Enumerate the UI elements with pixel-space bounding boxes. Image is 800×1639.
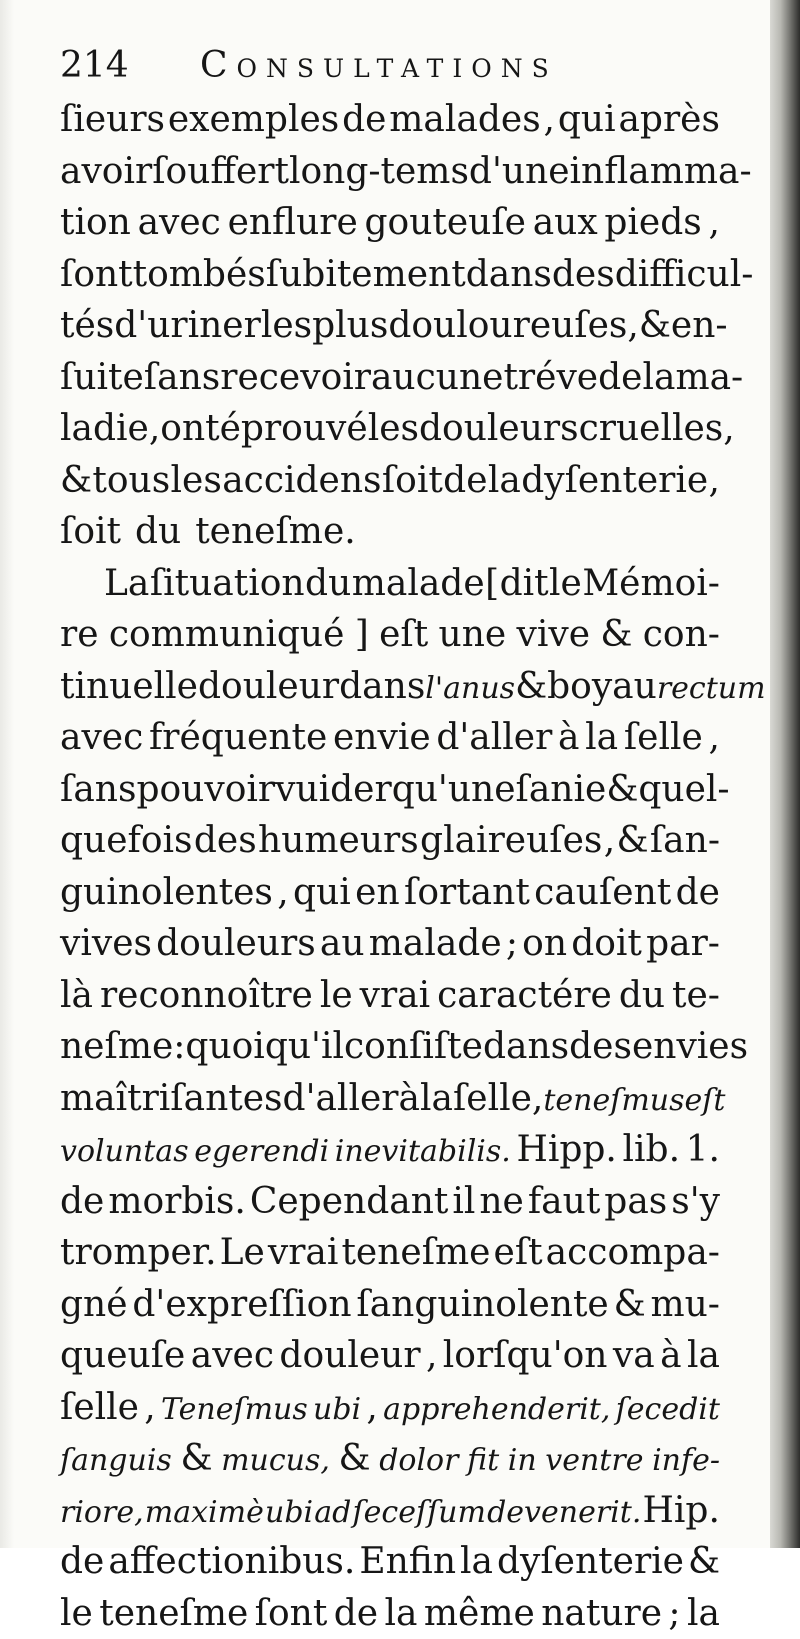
word: enflure	[228, 197, 358, 249]
word: &	[616, 815, 648, 867]
word: le	[549, 558, 582, 610]
word: communiqué	[109, 609, 345, 661]
word: mucus,	[221, 1435, 330, 1487]
word: pieds	[604, 197, 701, 249]
word: reconnoître	[100, 970, 313, 1022]
word: ;	[668, 1588, 680, 1639]
word: une	[439, 609, 507, 661]
word: douleur	[279, 1330, 420, 1382]
word: ont	[160, 403, 219, 455]
text-line	[60, 94, 720, 146]
word: teneſme.	[195, 506, 355, 558]
word: &	[688, 1536, 720, 1588]
page-left-margin	[0, 0, 14, 1548]
text-line	[60, 506, 720, 558]
word: tombés	[133, 249, 266, 301]
word: queuſe	[60, 1330, 185, 1382]
word: neſme	[60, 1021, 173, 1073]
word: ſan-	[650, 815, 720, 867]
word: exemples	[168, 94, 339, 146]
text-line	[60, 661, 720, 713]
word: de	[334, 1588, 378, 1639]
word: de	[60, 1176, 104, 1228]
word: ,	[723, 403, 734, 455]
word: des	[552, 249, 615, 301]
word: des	[569, 1021, 632, 1073]
word: ,	[709, 455, 720, 507]
text-line	[60, 1073, 720, 1125]
page-number: 214	[60, 38, 200, 94]
word: les	[171, 455, 222, 507]
word: avec	[60, 712, 143, 764]
word: ,	[277, 867, 288, 919]
running-head	[60, 38, 720, 94]
word: la	[687, 1330, 720, 1382]
word: mu-	[650, 1279, 720, 1331]
word: du	[135, 506, 181, 558]
word: infe-	[652, 1435, 720, 1487]
word: ad	[314, 1487, 351, 1539]
text-line	[60, 815, 720, 867]
word: fit	[467, 1435, 499, 1487]
word: &	[60, 455, 92, 507]
word: re	[60, 609, 99, 661]
text-line	[60, 1485, 720, 1537]
word: dyſenterie	[521, 455, 708, 507]
text-line	[60, 249, 720, 301]
word: gné	[60, 1279, 128, 1331]
word: dolor	[379, 1435, 458, 1487]
word: ſont	[60, 249, 133, 301]
word: &	[180, 1433, 212, 1485]
word: teneſme	[341, 1227, 490, 1279]
word: dit	[500, 558, 549, 610]
word: douleur	[198, 661, 339, 713]
word: ſanie	[516, 764, 607, 816]
word: ;	[506, 918, 518, 970]
word: long-tems	[289, 146, 469, 198]
word: tés	[60, 300, 114, 352]
word: ſieurs	[60, 94, 165, 146]
word: à	[398, 1073, 419, 1125]
word: [	[485, 558, 499, 610]
word: ſelle	[624, 712, 703, 764]
word: maximè	[145, 1487, 264, 1539]
word: Le	[220, 1227, 265, 1279]
word: avec	[191, 1330, 274, 1382]
word: quoiqu'il	[185, 1021, 344, 1073]
word: la	[642, 352, 675, 404]
word: pas	[604, 1176, 667, 1228]
word: l'anus	[425, 663, 515, 715]
text-line	[60, 867, 720, 919]
word: la	[687, 1588, 720, 1639]
word: tréve	[503, 352, 598, 404]
word: ,	[366, 1382, 377, 1434]
text-line	[60, 1330, 720, 1382]
word: glaireuſes	[420, 815, 602, 867]
word: de	[443, 455, 487, 507]
word: &	[606, 764, 638, 816]
word: voluntas	[60, 1126, 189, 1178]
word: ſuite	[60, 352, 144, 404]
word: de	[60, 1536, 104, 1588]
word: devenerit.	[487, 1487, 641, 1539]
word: tromper.	[60, 1227, 217, 1279]
word: en	[355, 867, 400, 919]
word: vive	[517, 609, 591, 661]
word: la	[385, 1588, 418, 1639]
word: de	[676, 867, 720, 919]
word: ,	[544, 94, 555, 146]
word: les	[368, 403, 419, 455]
word: ſoit	[382, 455, 443, 507]
word: inevitabilis.	[335, 1126, 511, 1178]
scanner-edge	[770, 0, 800, 1548]
word: ubi	[313, 1384, 361, 1436]
text-line	[60, 1536, 720, 1588]
word: cauſent	[534, 867, 671, 919]
word: &	[639, 300, 671, 352]
word: conſiſte	[344, 1021, 483, 1073]
word: à	[660, 1330, 681, 1382]
text-line	[60, 403, 720, 455]
word: gouteuſe	[364, 197, 526, 249]
word: dans	[483, 1021, 569, 1073]
text-line	[60, 918, 720, 970]
word: ,	[604, 815, 615, 867]
word: quefois	[60, 815, 193, 867]
word: caractére	[437, 970, 612, 1022]
word: en-	[671, 300, 728, 352]
word: teneſme	[99, 1588, 248, 1639]
word: &	[339, 1433, 371, 1485]
word: ,	[708, 197, 719, 249]
text-line	[60, 970, 720, 1022]
word: ladie	[60, 403, 149, 455]
word: recevoir	[220, 352, 371, 404]
text-line	[60, 764, 720, 816]
word: vuider	[275, 764, 392, 816]
word: ne	[479, 1176, 524, 1228]
word: accompa-	[546, 1227, 720, 1279]
word: ,	[708, 712, 719, 764]
word: éprouvé	[220, 403, 368, 455]
word: inflamma-	[570, 146, 752, 198]
word: tous	[92, 455, 170, 507]
word: vrai	[360, 970, 431, 1022]
word: maîtriſantes	[60, 1073, 283, 1125]
word: teneſmus	[543, 1075, 684, 1127]
text-line	[60, 1382, 720, 1434]
word: ſelle	[453, 1073, 532, 1125]
word: ſans	[60, 764, 136, 816]
word: ſanguis	[60, 1435, 172, 1487]
word: malades	[389, 94, 540, 146]
word: dans	[466, 249, 552, 301]
word: malade	[352, 558, 485, 610]
word: va	[613, 1330, 655, 1382]
text-line	[60, 455, 720, 507]
word: Hipp.	[516, 1124, 616, 1176]
word: apprehenderit,	[383, 1384, 610, 1436]
word: egerendi	[194, 1126, 329, 1178]
word: d'uriner	[114, 300, 261, 352]
word: con-	[643, 609, 720, 661]
text-line	[60, 300, 720, 352]
word: ,	[144, 1382, 155, 1434]
word: après	[618, 94, 720, 146]
word: &	[614, 1279, 646, 1331]
word: malade	[369, 918, 502, 970]
word: &	[600, 609, 632, 661]
word: vrai	[268, 1227, 339, 1279]
word: Teneſmus	[161, 1384, 308, 1436]
text-line	[60, 1279, 720, 1331]
word: on	[522, 918, 567, 970]
word: envies	[632, 1021, 748, 1073]
word: du	[619, 970, 665, 1022]
word: ſecedit	[616, 1384, 720, 1436]
word: vives	[60, 918, 152, 970]
word: le	[60, 1588, 93, 1639]
text-line	[60, 1433, 720, 1485]
text-line	[60, 712, 720, 764]
word: ,	[149, 403, 160, 455]
text-line	[60, 558, 720, 610]
word: dans	[339, 661, 425, 713]
page-text-block	[60, 38, 720, 1639]
text-line	[60, 1227, 720, 1279]
word: les	[261, 300, 312, 352]
text-line	[60, 352, 720, 404]
word: accidens	[222, 455, 381, 507]
word: par-	[646, 918, 720, 970]
word: avoir	[60, 146, 152, 198]
word: s'y	[671, 1176, 720, 1228]
text-line	[60, 146, 720, 198]
word: ſelle	[60, 1382, 139, 1434]
word: plus	[312, 300, 388, 352]
word: affectionibus.	[108, 1536, 355, 1588]
word: ſans	[144, 352, 220, 404]
word: ,	[426, 1330, 437, 1382]
word: difficul-	[615, 249, 754, 301]
word: cruelles	[579, 403, 724, 455]
text-line	[60, 197, 720, 249]
word: eſt	[494, 1227, 543, 1279]
text-line	[60, 1021, 720, 1073]
word: faut	[528, 1176, 600, 1228]
word: lorſqu'on	[443, 1330, 608, 1382]
word: ſouffert	[152, 146, 289, 198]
word: Enfin	[359, 1536, 456, 1588]
word: d'une	[469, 146, 570, 198]
word: Cependant	[250, 1176, 449, 1228]
word: guinolentes	[60, 867, 273, 919]
word: Hip.	[643, 1485, 720, 1537]
word: eſt	[379, 609, 428, 661]
word: ſanguinolente	[356, 1279, 608, 1331]
word: rectum	[657, 663, 766, 715]
text-line	[60, 609, 720, 661]
word: de	[598, 352, 642, 404]
word: de	[342, 94, 386, 146]
word: qui	[558, 94, 616, 146]
word: la	[585, 712, 618, 764]
word: le	[320, 970, 353, 1022]
word: quel-	[638, 764, 729, 816]
running-title: Consultations	[200, 38, 558, 94]
word: tinuelle	[60, 661, 198, 713]
word: là	[60, 970, 93, 1022]
word: la	[488, 455, 521, 507]
word: d'aller	[283, 1073, 399, 1125]
word: dyſenterie	[497, 1536, 684, 1588]
word: ,	[532, 1073, 543, 1125]
word: ,	[627, 300, 638, 352]
word: qu'une	[392, 764, 516, 816]
text-line	[60, 1124, 720, 1176]
word: avec	[138, 197, 221, 249]
word: pouvoir	[136, 764, 275, 816]
word: ſoit	[60, 506, 121, 558]
word: d'expreſſion	[132, 1279, 351, 1331]
word: riore,	[60, 1487, 144, 1539]
word: la	[420, 1073, 453, 1125]
text-line	[60, 1176, 720, 1228]
word: du	[305, 558, 351, 610]
word: aux	[533, 197, 598, 249]
word: envie	[333, 712, 431, 764]
word: d'aller	[436, 712, 552, 764]
word: au	[320, 918, 365, 970]
word: même	[424, 1588, 535, 1639]
word: doit	[571, 918, 642, 970]
word: ]	[355, 609, 369, 661]
word: ſont	[255, 1588, 328, 1639]
word: :	[173, 1021, 185, 1073]
word: il	[452, 1176, 475, 1228]
text-line	[60, 1588, 720, 1639]
word: 1.	[686, 1124, 720, 1176]
word: des	[194, 815, 257, 867]
word: ſeceſſum	[353, 1487, 486, 1539]
word: ſortant	[404, 867, 530, 919]
word: ventre	[545, 1435, 643, 1487]
body-text	[60, 94, 720, 1639]
word: boyau	[547, 661, 657, 713]
word: ma-	[675, 352, 743, 404]
word: qui	[293, 867, 351, 919]
word: nature	[541, 1588, 662, 1639]
word: La	[104, 558, 149, 610]
word: humeurs	[258, 815, 419, 867]
word: aucune	[371, 352, 504, 404]
word: la	[460, 1536, 493, 1588]
word: fréquente	[149, 712, 327, 764]
word: Mémoi-	[582, 558, 720, 610]
word: &	[515, 661, 547, 713]
word: à	[558, 712, 579, 764]
word: ſubitement	[266, 249, 466, 301]
word: lib.	[623, 1124, 681, 1176]
word: ubi	[265, 1487, 313, 1539]
word: ſituation	[150, 558, 305, 610]
word: eſt	[685, 1075, 726, 1127]
word: tion	[60, 197, 131, 249]
word: douloureuſes	[388, 300, 627, 352]
word: te-	[672, 970, 720, 1022]
word: douleurs	[419, 403, 579, 455]
word: morbis.	[108, 1176, 246, 1228]
word: douleurs	[156, 918, 316, 970]
word: in	[508, 1435, 537, 1487]
